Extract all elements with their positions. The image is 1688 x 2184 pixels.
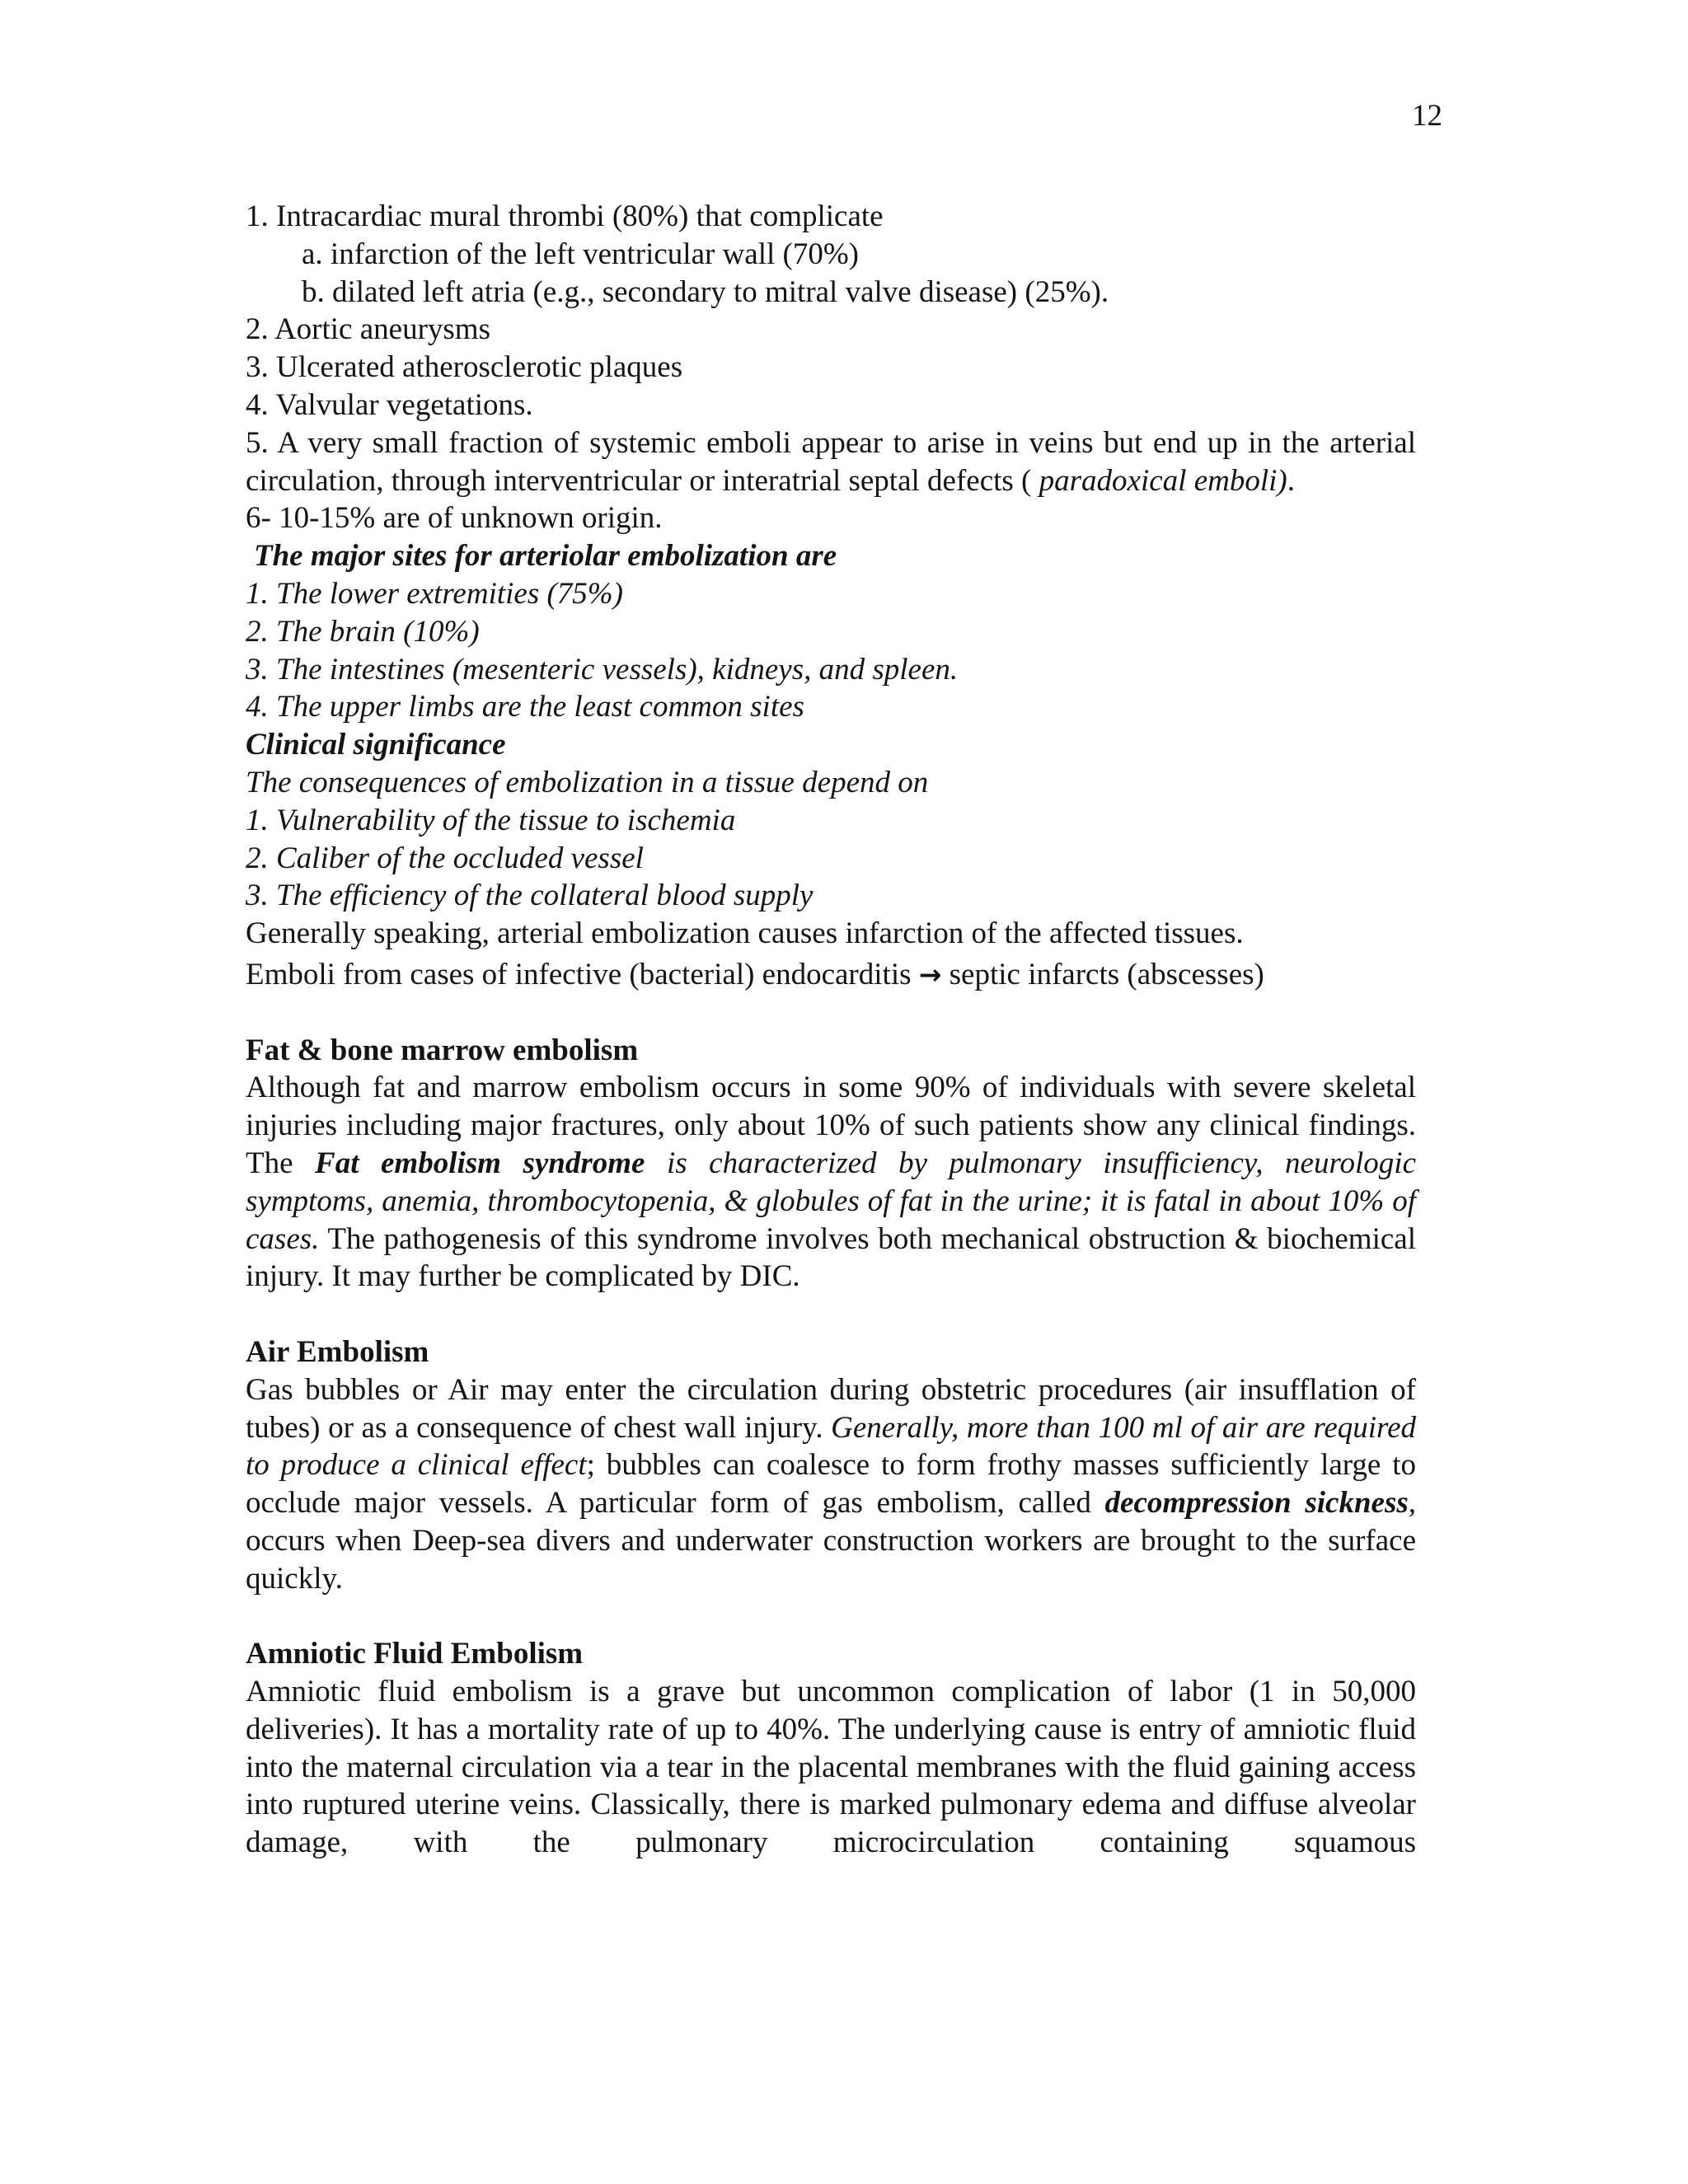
amniotic-paragraph: Amniotic fluid embolism is a grave but uncommon complication of labor (1 in 50,000 deliveries). It has a mortality rate of up to 40%. The underlying cause is entry of amniotic fluid into the maternal circulation via a tear in the placental membranes with the fluid gaining access into ruptured uterine veins. Classically, there is marked pulmonary edema and diffuse alveolar damage, with the pulmonary microcirculation containing squamous <box>246 1675 1416 1860</box>
page-content <box>246 198 1416 1862</box>
clinical-general: Generally speaking, arterial embolization causes infarction of the affected tissues. <box>246 916 1244 951</box>
air-text-1: Gas bubbles or Air may enter the circulation during obstetric procedures (air insufflation of tubes) or as a consequence of chest wall injury. <box>246 1372 1416 1445</box>
amniotic-heading: Amniotic Fluid Embolism <box>246 1637 584 1671</box>
list-item-6: 6- 10-15% are of unknown origin. <box>246 501 663 536</box>
air-paragraph <box>246 1371 1416 1598</box>
section-gap <box>246 1296 1416 1333</box>
air-term: decompression sickness <box>1104 1486 1409 1521</box>
sites-item-4: 4. The upper limbs are the least common sites <box>246 690 804 724</box>
list-item-3: 3. Ulcerated atherosclerotic plaques <box>246 350 683 385</box>
list-item-5 <box>246 424 1416 500</box>
air-comma: , <box>1408 1486 1417 1521</box>
clinical-item-1: 1. Vulnerability of the tissue to ischemia <box>246 803 736 837</box>
air-italic: Generally, more than 100 ml of air are required to produce a clinical effect <box>246 1410 1417 1483</box>
sites-item-3: 3. The intestines (mesenteric vessels), kidneys, and spleen. <box>246 652 959 687</box>
fat-text-2: The pathogenesis of this syndrome involves both mechanical obstruction & biochemical injury. It may further be complicated by DIC. <box>246 1221 1416 1294</box>
emboli-text-after: septic infarcts (abscesses) <box>941 957 1264 991</box>
list-item-2: 2. Aortic aneurysms <box>246 312 490 347</box>
sites-heading: The major sites for arteriolar embolization are <box>254 539 837 574</box>
section-gap <box>246 1597 1416 1635</box>
list-item-5-end: . <box>1287 463 1295 498</box>
sites-item-2: 2. The brain (10%) <box>246 614 480 649</box>
list-item-4: 4. Valvular vegetations. <box>246 387 533 422</box>
right-arrow-icon: → <box>918 958 942 991</box>
air-heading: Air Embolism <box>246 1334 429 1369</box>
air-text-3: occurs when Deep-sea divers and underwater construction workers are brought to the surface quickly. <box>246 1523 1416 1596</box>
fat-term: Fat embolism syndrome <box>315 1146 645 1180</box>
list-item-1a: a. infarction of the left ventricular wall (70%) <box>302 237 859 271</box>
clinical-emboli <box>246 956 1416 994</box>
fat-heading: Fat & bone marrow embolism <box>246 1033 639 1067</box>
air-text-2: ; bubbles can coalesce to form frothy masses sufficiently large to occlude major vessels. A particular form of gas embolism, called <box>246 1448 1416 1521</box>
fat-text-1: Although fat and marrow embolism occurs in some 90% of individuals with severe skeletal injuries including major fractures, only about 10% of such patients show any clinical findings. The <box>246 1071 1416 1180</box>
fat-paragraph <box>246 1069 1416 1296</box>
list-item-5-text: 5. A very small fraction of systemic emboli appear to arise in veins but end up in the arterial circulation, through interventricular or interatrial septal defects ( <box>246 425 1416 498</box>
clinical-intro: The consequences of embolization in a tissue depend on <box>246 765 929 799</box>
emboli-text-before: Emboli from cases of infective (bacterial) endocarditis <box>246 957 919 991</box>
clinical-item-2: 2. Caliber of the occluded vessel <box>246 841 644 875</box>
fat-italic: is characterized by pulmonary insufficiency, neurologic symptoms, anemia, thrombocytopenia, & globules of fat in the urine; it is fatal in about 10% of cases. <box>246 1146 1416 1256</box>
sites-item-1: 1. The lower extremities (75%) <box>246 576 623 611</box>
list-item-1: 1. Intracardiac mural thrombi (80%) that complicate <box>246 199 884 233</box>
clinical-item-3: 3. The efficiency of the collateral blood supply <box>246 879 814 913</box>
list-item-5-italic: paradoxical emboli) <box>1039 463 1287 498</box>
clinical-heading: Clinical significance <box>246 728 506 762</box>
list-item-1b: b. dilated left atria (e.g., secondary to mitral valve disease) (25%). <box>302 274 1109 309</box>
page-number: 12 <box>1412 99 1442 133</box>
section-gap <box>246 994 1416 1032</box>
